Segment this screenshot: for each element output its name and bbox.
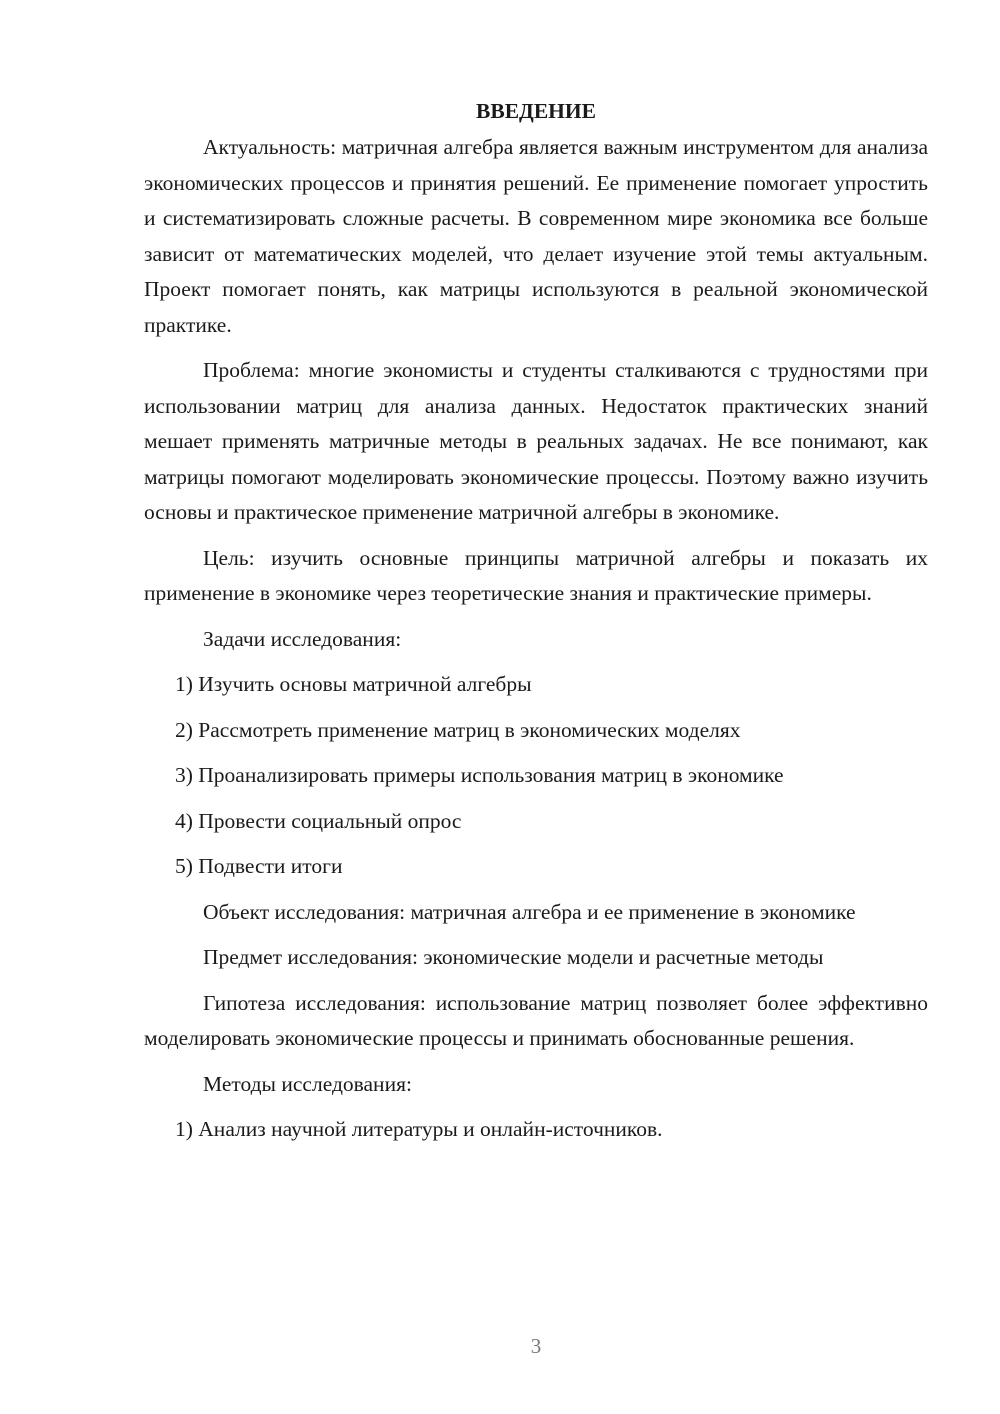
subject-paragraph: Предмет исследования: экономические модели и расчетные методы bbox=[203, 945, 824, 969]
tasks-heading: Задачи исследования: bbox=[203, 626, 402, 651]
document-page bbox=[144, 92, 928, 1158]
method-item: 1) Анализ научной литературы и онлайн-источников. bbox=[175, 1117, 663, 1141]
goal-paragraph: Цель: изучить основные принципы матричной алгебры и показать их применение в экономике через теоретические знания и практические примеры. bbox=[144, 545, 928, 605]
task-item: 4) Провести социальный опрос bbox=[175, 808, 462, 833]
object-paragraph: Объект исследования: матричная алгебра и ее применение в экономике bbox=[203, 899, 856, 924]
task-item: 3) Проанализировать примеры использования матриц в экономике bbox=[175, 763, 784, 787]
task-item: 1) Изучить основы матричной алгебры bbox=[175, 672, 532, 696]
hypothesis-paragraph: Гипотеза исследования: использование матриц позволяет более эффективно моделировать экономические процессы и принимать обоснованные решения. bbox=[144, 990, 928, 1050]
page-number: 3 bbox=[530, 1334, 542, 1358]
task-item: 5) Подвести итоги bbox=[175, 854, 343, 878]
methods-heading: Методы исследования: bbox=[203, 1071, 412, 1096]
relevance-paragraph: Актуальность: матричная алгебра является важным инструментом для анализа экономических процессов и принятия решений. Ее применение помогает упростить и систематизировать сложные расчеты. В современном мире экономика все больше зависит от математических моделей, что делает изучение этой темы актуальным. Проект помогает понять, как матрицы используются в реальной экономической практике. bbox=[144, 135, 928, 337]
section-title: ВВЕДЕНИЕ bbox=[476, 99, 596, 123]
task-item: 2) Рассмотреть применение матриц в экономических моделях bbox=[175, 717, 741, 742]
problem-paragraph: Проблема: многие экономисты и студенты сталкиваются с трудностями при использовании матриц для анализа данных. Недостаток практических знаний мешает применять матричные методы в реальных задачах. Не все понимают, как матрицы помогают моделировать экономические процессы. Поэтому важно изучить основы и практическое применение матричной алгебры в экономике. bbox=[144, 358, 928, 524]
